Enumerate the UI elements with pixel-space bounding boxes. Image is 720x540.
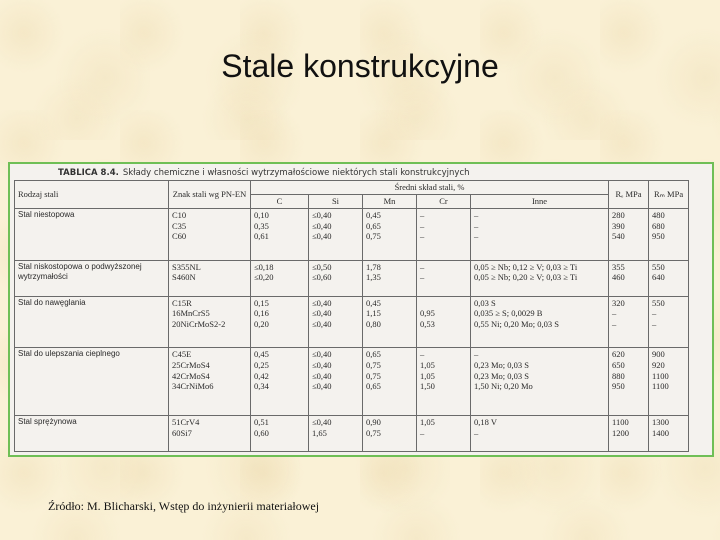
table-row	[15, 348, 689, 416]
cell-value: 25CrMoS4	[172, 360, 210, 371]
steel-type-name: Stal sprężynowa	[15, 415, 169, 451]
source-footer: Źródło: M. Blicharski, Wstęp do inżynierii materiałowej	[48, 499, 320, 513]
cell-mn	[363, 296, 417, 348]
cell-re	[609, 348, 649, 416]
cell-inne	[471, 348, 609, 416]
cell-value: 550	[652, 297, 665, 308]
cell-value: C10	[172, 210, 187, 220]
cell-value: 20NiCrMoS2-2	[172, 318, 226, 329]
table-caption-text: Składy chemiczne i własności wytrzymałościowe niektórych stali konstrukcyjnych	[122, 168, 470, 178]
cell-value: 0,45	[366, 297, 381, 308]
cell-value: –	[420, 261, 425, 272]
cell-value: ≤0,40	[312, 381, 332, 392]
cell-value: 880	[612, 370, 625, 381]
cell-mn	[363, 415, 417, 451]
steel-type-name: Stal do nawęglania	[15, 296, 169, 348]
cell-value: 16MnCrS5	[172, 308, 210, 319]
header-re: Rₑ MPa	[609, 181, 649, 209]
cell-value: 0,53	[420, 318, 435, 329]
cell-value: 1300	[652, 416, 670, 427]
cell-value: 0,45	[254, 349, 269, 360]
header-znak: Znak stali wg PN-EN	[169, 181, 251, 209]
cell-mn	[363, 348, 417, 416]
cell-c	[251, 348, 309, 416]
cell-value: 1,50	[420, 381, 435, 392]
cell-value: 0,42	[254, 370, 269, 381]
cell-value: 0,65	[366, 220, 381, 231]
cell-value: 0,20	[254, 318, 269, 329]
cell-value: –	[612, 308, 617, 319]
cell-value: ≤0,40	[312, 220, 332, 231]
cell-rm	[649, 260, 689, 296]
cell-value: 0,35	[254, 220, 269, 231]
cell-re	[609, 415, 649, 451]
cell-znak	[169, 348, 251, 416]
cell-value: 1,78	[366, 261, 381, 272]
cell-re	[609, 209, 649, 261]
cell-value: ≤0,40	[312, 360, 332, 371]
cell-value: 0,10	[254, 210, 269, 220]
cell-value: –	[474, 427, 479, 438]
cell-cr	[417, 260, 471, 296]
cell-value: 320	[612, 297, 625, 308]
cell-cr	[417, 415, 471, 451]
cell-value: 1,05	[420, 416, 435, 427]
cell-value: –	[474, 210, 479, 220]
header-sredni-sklad: Średni skład stali, %	[251, 181, 609, 195]
cell-value: 950	[612, 381, 625, 392]
cell-value: 1400	[652, 427, 670, 438]
cell-value: 0,05 ≥ Nb; 0,12 ≥ V; 0,03 ≥ Ti	[474, 261, 578, 272]
cell-mn	[363, 209, 417, 261]
cell-value: 0,80	[366, 318, 381, 329]
cell-value: 34CrNiMo6	[172, 381, 214, 392]
cell-value: –	[652, 308, 657, 319]
cell-value: 0,34	[254, 381, 269, 392]
cell-value: –	[652, 318, 657, 329]
cell-rm	[649, 415, 689, 451]
cell-value: 390	[612, 220, 625, 231]
cell-znak	[169, 209, 251, 261]
cell-value: 0,035 ≥ S; 0,0029 B	[474, 308, 543, 319]
cell-value: 620	[612, 349, 625, 360]
scanned-table-image	[8, 162, 714, 457]
cell-value: 0,18 V	[474, 416, 497, 427]
cell-inne	[471, 209, 609, 261]
cell-value: 51CrV4	[172, 416, 200, 427]
cell-cr	[417, 348, 471, 416]
header-inne: Inne	[471, 195, 609, 209]
table-row	[15, 209, 689, 261]
cell-si	[309, 260, 363, 296]
header-si: Si	[309, 195, 363, 209]
cell-value: ≤0,20	[254, 272, 274, 283]
cell-value: ≤0,40	[312, 318, 332, 329]
cell-value: 1,50 Ni; 0,20 Mo	[474, 381, 533, 392]
cell-value: 540	[612, 231, 625, 242]
cell-value: –	[420, 220, 425, 231]
cell-value: 0,75	[366, 370, 381, 381]
cell-mn	[363, 260, 417, 296]
cell-value: 0,60	[254, 427, 269, 438]
slide-title: Stale konstrukcyjne	[221, 48, 499, 84]
cell-si	[309, 415, 363, 451]
steel-type-name: Stal do ulepszania cieplnego	[15, 348, 169, 416]
cell-value: C60	[172, 231, 187, 242]
cell-value: 0,25	[254, 360, 269, 371]
cell-c	[251, 209, 309, 261]
cell-value: ≤0,60	[312, 272, 332, 283]
table-row	[15, 415, 689, 451]
cell-value: 650	[612, 360, 625, 371]
cell-value: 1,65	[312, 427, 327, 438]
cell-value: ≤0,40	[312, 308, 332, 319]
cell-value: 0,65	[366, 349, 381, 360]
cell-value: ≤0,40	[312, 370, 332, 381]
cell-value: 0,75	[366, 231, 381, 242]
table-row	[15, 296, 689, 348]
cell-value: 0,45	[366, 210, 381, 220]
cell-value: –	[474, 220, 479, 231]
cell-value: 0,51	[254, 416, 269, 427]
cell-value: –	[420, 272, 425, 283]
cell-value: 640	[652, 272, 665, 283]
cell-value: ≤0,40	[312, 210, 332, 220]
cell-value: ≤0,40	[312, 297, 332, 308]
cell-value: ≤0,18	[254, 261, 274, 272]
cell-value	[420, 298, 467, 309]
cell-value: 0,55 Ni; 0,20 Mo; 0,03 S	[474, 318, 560, 329]
cell-value: 0,75	[366, 427, 381, 438]
cell-si	[309, 209, 363, 261]
cell-value: –	[420, 427, 425, 438]
cell-rm	[649, 209, 689, 261]
cell-rm	[649, 348, 689, 416]
cell-znak	[169, 260, 251, 296]
cell-value: –	[474, 349, 479, 360]
cell-value: C35	[172, 220, 187, 231]
cell-value: 1,15	[366, 308, 381, 319]
cell-cr	[417, 209, 471, 261]
cell-value: 0,75	[366, 360, 381, 371]
header-cr: Cr	[417, 195, 471, 209]
table-caption	[58, 168, 470, 178]
cell-re	[609, 296, 649, 348]
cell-re	[609, 260, 649, 296]
cell-cr	[417, 296, 471, 348]
cell-value: 950	[652, 231, 665, 242]
cell-value: ≤0,40	[312, 231, 332, 242]
cell-c	[251, 415, 309, 451]
cell-value: –	[420, 231, 425, 242]
cell-value: 0,23 Mo; 0,03 S	[474, 360, 530, 371]
cell-value: 1100	[652, 370, 669, 381]
cell-value: S355NL	[172, 261, 201, 272]
cell-si	[309, 296, 363, 348]
header-rodzaj: Rodzaj stali	[15, 181, 169, 209]
cell-value: 0,61	[254, 231, 269, 242]
cell-value: C45E	[172, 349, 192, 360]
steel-type-name: Stal niestopowa	[15, 209, 169, 261]
cell-value: 0,03 S	[474, 297, 496, 308]
cell-value: 42CrMoS4	[172, 370, 210, 381]
cell-value: 0,95	[420, 308, 435, 319]
cell-value: C15R	[172, 297, 192, 308]
cell-value: 550	[652, 261, 665, 272]
header-mn: Mn	[363, 195, 417, 209]
cell-value: ≤0,40	[312, 416, 332, 427]
cell-value: 480	[652, 210, 665, 220]
cell-value: 0,16	[254, 308, 269, 319]
table-body	[15, 209, 689, 452]
header-rm: Rₘ MPa	[649, 181, 689, 209]
steel-type-name: Stal niskostopowa o podwyższonej wytrzymałości	[15, 260, 169, 296]
cell-value: ≤0,50	[312, 261, 332, 272]
cell-znak	[169, 296, 251, 348]
cell-value: 355	[612, 261, 625, 272]
cell-c	[251, 296, 309, 348]
cell-value: –	[612, 318, 617, 329]
cell-value: 0,90	[366, 416, 381, 427]
cell-rm	[649, 296, 689, 348]
cell-value: 1100	[652, 381, 669, 392]
cell-value: 680	[652, 220, 665, 231]
cell-value: 0,23 Mo; 0,03 S	[474, 370, 530, 381]
cell-value: 0,15	[254, 297, 269, 308]
cell-c	[251, 260, 309, 296]
cell-value: 900	[652, 349, 665, 360]
cell-value: 1,05	[420, 370, 435, 381]
cell-value: 60Si7	[172, 427, 192, 438]
cell-value: 0,05 ≥ Nb; 0,20 ≥ V; 0,03 ≥ Ti	[474, 272, 578, 283]
cell-inne	[471, 260, 609, 296]
cell-value: –	[420, 349, 425, 360]
cell-value: S460N	[172, 272, 196, 283]
cell-value: –	[420, 210, 425, 220]
cell-value: 1,35	[366, 272, 381, 283]
table-caption-label: TABLICA 8.4.	[58, 168, 119, 178]
steel-composition-table	[14, 180, 689, 452]
cell-znak	[169, 415, 251, 451]
cell-value: 1100	[612, 416, 629, 427]
cell-inne	[471, 296, 609, 348]
cell-value: 460	[612, 272, 625, 283]
cell-inne	[471, 415, 609, 451]
cell-value: 1,05	[420, 360, 435, 371]
cell-value: 280	[612, 210, 625, 220]
cell-si	[309, 348, 363, 416]
cell-value: 920	[652, 360, 665, 371]
table-row	[15, 260, 689, 296]
cell-value: 0,65	[366, 381, 381, 392]
cell-value: 1200	[612, 427, 630, 438]
header-c: C	[251, 195, 309, 209]
cell-value: ≤0,40	[312, 349, 332, 360]
cell-value: –	[474, 231, 479, 242]
